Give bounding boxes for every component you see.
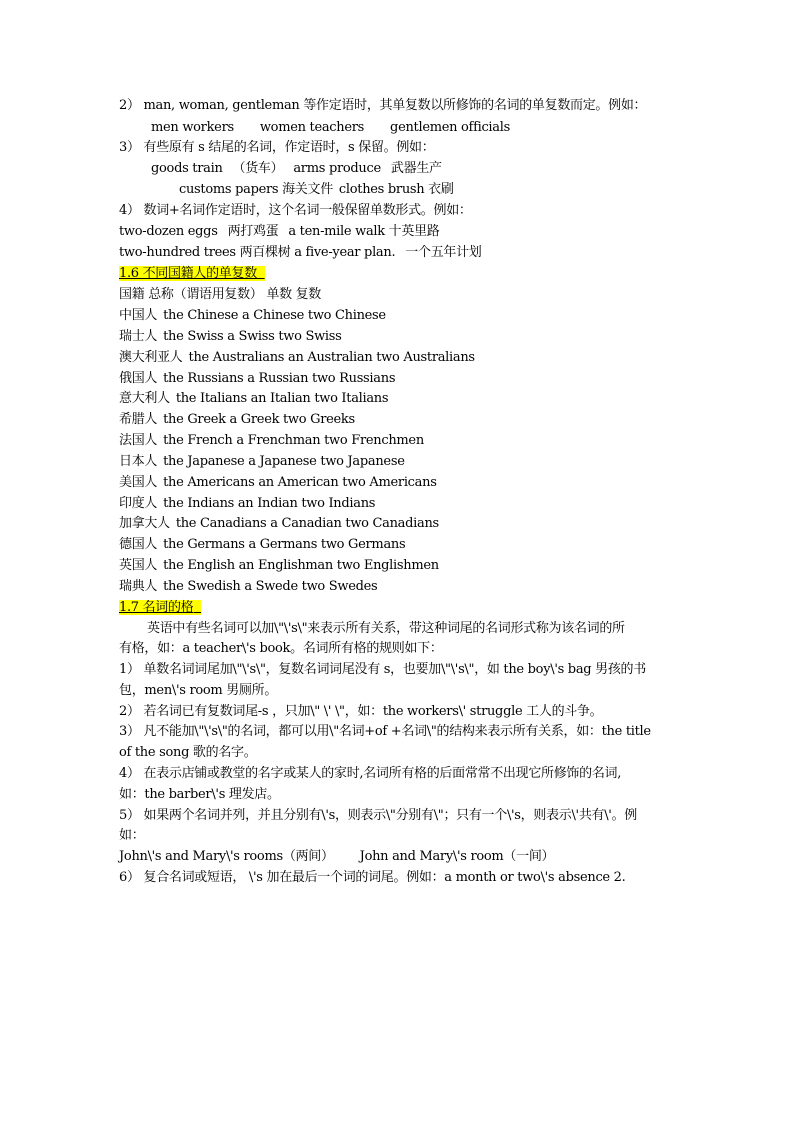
example-joint-ownership: John and Mary\'s room（一间） (359, 849, 555, 864)
table-row (119, 475, 437, 491)
row-en: the Swedish a Swede two Swedes (163, 579, 378, 594)
example-customs-papers: customs papers 海关文件 (179, 182, 333, 197)
example-separate-ownership: John\'s and Mary\'s rooms（两间） (119, 849, 334, 864)
row-en: the Chinese a Chinese two Chinese (163, 308, 386, 323)
row-cn: 美国人 (119, 475, 158, 490)
genitive-rule-4-line2: 如：the barber\'s 理发店。 (119, 787, 280, 802)
example-two-dozen-eggs: two-dozen eggs (119, 224, 218, 239)
row-cn: 意大利人 (119, 391, 170, 406)
rule-3-examples-line2 (179, 182, 454, 198)
row-cn: 法国人 (119, 433, 158, 448)
rule-4-text: 4） 数词+名词作定语时，这个名词一般保留单数形式。例如： (119, 203, 472, 218)
table-row (119, 350, 475, 366)
genitive-rule-6: 6） 复合名词或短语， \'s 加在最后一个词的词尾。例如：a month or two\'s absence 2. (119, 870, 626, 885)
example-goods-train-cn: （货车） (232, 161, 284, 176)
row-cn: 中国人 (119, 308, 158, 323)
example-clothes-brush: clothes brush 衣刷 (338, 182, 454, 197)
genitive-rule-2: 2） 若名词已有复数词尾-s ，只加\" \' \"，如：the workers\' struggle 工人的斗争。 (119, 704, 603, 719)
table-row (119, 371, 395, 387)
row-cn: 德国人 (119, 537, 158, 552)
rule-3-examples-line1 (151, 161, 442, 177)
row-en: the Americans an American two Americans (163, 475, 437, 490)
row-en: the Germans a Germans two Germans (163, 537, 406, 552)
row-cn: 希腊人 (119, 412, 158, 427)
genitive-rule-5-line2: 如： (119, 828, 145, 843)
example-two-dozen-eggs-cn: 两打鸡蛋 (227, 224, 279, 239)
row-en: the Japanese a Japanese two Japanese (163, 454, 405, 469)
row-en: the English an Englishman two Englishmen (163, 558, 439, 573)
table-row (119, 412, 355, 428)
rule-2-examples (151, 120, 510, 136)
row-cn: 澳大利亚人 (119, 350, 183, 365)
example-arms-produce-cn: 武器生产 (390, 161, 442, 176)
row-en: the Italians an Italian two Italians (175, 391, 389, 406)
table-row (119, 329, 342, 345)
nationality-table-header: 国籍 总称（谓语用复数） 单数 复数 (119, 287, 321, 302)
section-1-7-heading-text: 1.7 名词的格 (119, 600, 194, 615)
section-1-6-heading-text: 1.6 不同国籍人的单复数 (119, 266, 257, 281)
example-men-workers: men workers (151, 120, 234, 135)
row-cn: 英国人 (119, 558, 158, 573)
genitive-rule-1-line1: 1） 单数名词词尾加\"\'s\"，复数名词词尾没有 s，也要加\"\'s\"，如 the boy\'s bag 男孩的书 (119, 662, 646, 677)
row-cn: 瑞典人 (119, 579, 158, 594)
table-row (119, 391, 388, 407)
example-goods-train: goods train (151, 161, 223, 176)
genitive-rule-5-examples (119, 849, 554, 865)
table-row (119, 454, 405, 470)
section-1-7-intro-line1: 英语中有些名词可以加\"\'s\"来表示所有关系，带这种词尾的名词形式称为该名词的所 (147, 621, 625, 636)
table-row (119, 308, 386, 324)
genitive-rule-5-line1: 5） 如果两个名词并列，并且分别有\'s，则表示\"分别有\"；只有一个\'s，则表示\'共有\'。例 (119, 808, 637, 823)
genitive-rule-1-line2: 包，men\'s room 男厕所。 (119, 683, 278, 698)
section-1-7-heading (119, 600, 201, 616)
rule-4-examples-line2 (119, 245, 482, 261)
rule-3-text: 3） 有些原有 s 结尾的名词，作定语时，s 保留。例如： (119, 140, 435, 155)
row-en: the Canadians a Canadian two Canadians (175, 516, 439, 531)
table-row (119, 516, 439, 532)
table-row (119, 537, 405, 553)
example-five-year-plan-cn: 一个五年计划 (405, 245, 482, 260)
row-en: the Russians a Russian two Russians (163, 371, 396, 386)
table-row (119, 558, 439, 574)
row-cn: 印度人 (119, 496, 158, 511)
row-cn: 加拿大人 (119, 516, 170, 531)
row-en: the French a Frenchman two Frenchmen (163, 433, 424, 448)
example-gentlemen-officials: gentlemen officials (390, 120, 510, 135)
row-en: the Indians an Indian two Indians (163, 496, 376, 511)
table-row (119, 496, 375, 512)
section-1-6-heading (119, 266, 265, 282)
row-en: the Swiss a Swiss two Swiss (163, 329, 342, 344)
genitive-rule-3-line2: of the song 歌的名字。 (119, 745, 257, 760)
genitive-rule-4-line1: 4） 在表示店铺或教堂的名字或某人的家时,名词所有格的后面常常不出现它所修饰的名词, (119, 766, 622, 781)
table-row (119, 579, 377, 595)
row-cn: 瑞士人 (119, 329, 158, 344)
rule-4-examples-line1 (119, 224, 439, 240)
example-ten-mile-walk: a ten-mile walk 十英里路 (288, 224, 440, 239)
genitive-rule-3-line1: 3） 凡不能加\"\'s\"的名词，都可以用\"名词+of +名词\"的结构来表示所有关系，如：the title (119, 724, 651, 739)
example-two-hundred-trees: two-hundred trees 两百棵树 a five-year plan. (119, 245, 396, 260)
section-1-7-intro-line2: 有格，如：a teacher\'s book。名词所有格的规则如下： (119, 641, 443, 656)
example-arms-produce: arms produce (293, 161, 381, 176)
row-cn: 日本人 (119, 454, 158, 469)
table-row (119, 433, 424, 449)
row-en: the Australians an Australian two Australians (188, 350, 475, 365)
row-en: the Greek a Greek two Greeks (163, 412, 355, 427)
row-cn: 俄国人 (119, 371, 158, 386)
rule-2-text: 2） man, woman, gentleman 等作定语时，其单复数以所修饰的名词的单复数而定。例如： (119, 98, 647, 113)
example-women-teachers: women teachers (259, 120, 365, 135)
